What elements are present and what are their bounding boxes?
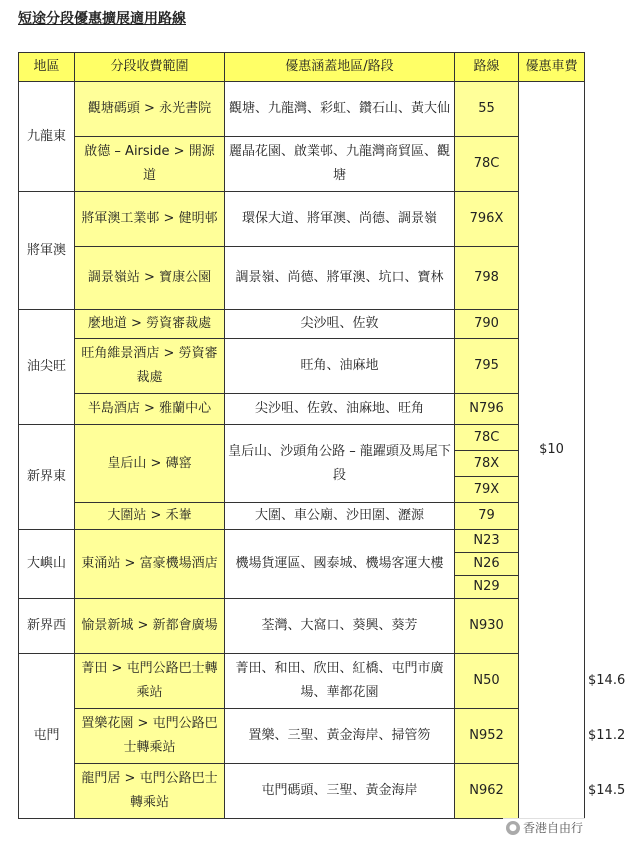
route-cell: N26 bbox=[455, 553, 519, 576]
coverage-cell: 觀塘、九龍灣、彩虹、鑽石山、黃大仙 bbox=[225, 82, 455, 137]
route-cell: 55 bbox=[455, 82, 519, 137]
range-cell: 皇后山 > 磚窰 bbox=[75, 425, 225, 503]
coverage-cell: 荃灣、大窩口、葵興、葵芳 bbox=[225, 599, 455, 654]
table-row bbox=[19, 425, 585, 451]
route-cell: N23 bbox=[455, 530, 519, 553]
table-row bbox=[19, 339, 585, 394]
region-cell: 新界西 bbox=[19, 599, 75, 654]
range-cell: 愉景新城 > 新都會廣場 bbox=[75, 599, 225, 654]
route-cell: N952 bbox=[455, 709, 519, 764]
route-cell: N50 bbox=[455, 654, 519, 709]
range-cell: 置樂花園 > 屯門公路巴士轉乘站 bbox=[75, 709, 225, 764]
route-cell: 78C bbox=[455, 425, 519, 451]
coverage-cell: 菁田、和田、欣田、紅橋、屯門市廣場、華都花園 bbox=[225, 654, 455, 709]
header-range: 分段收費範圍 bbox=[75, 53, 225, 82]
route-cell: 796X bbox=[455, 192, 519, 247]
range-cell: 麼地道 > 勞資審裁處 bbox=[75, 310, 225, 339]
header-fare: 優惠車費 bbox=[519, 53, 585, 82]
route-cell: N930 bbox=[455, 599, 519, 654]
header-region: 地區 bbox=[19, 53, 75, 82]
route-table bbox=[18, 52, 625, 819]
table-row bbox=[19, 137, 585, 192]
watermark-text: 香港自由行 bbox=[522, 821, 583, 835]
range-cell: 半島酒店 > 雅蘭中心 bbox=[75, 394, 225, 425]
table-row bbox=[19, 530, 585, 553]
page-title: 短途分段優惠擴展適用路線 bbox=[18, 11, 186, 27]
route-cell: 795 bbox=[455, 339, 519, 394]
wechat-icon: ● bbox=[506, 821, 520, 835]
table-row bbox=[19, 599, 585, 654]
table-row bbox=[19, 82, 585, 137]
coverage-cell: 置樂、三聖、黃金海岸、掃管笏 bbox=[225, 709, 455, 764]
range-cell: 調景嶺站 > 寶康公園 bbox=[75, 247, 225, 310]
coverage-cell: 皇后山、沙頭角公路 – 龍躍頭及馬尾下段 bbox=[225, 425, 455, 503]
range-cell: 菁田 > 屯門公路巴士轉乘站 bbox=[75, 654, 225, 709]
shared-fare-cell: $10 bbox=[519, 82, 585, 819]
table-header-row bbox=[19, 53, 585, 82]
coverage-cell: 環保大道、將軍澳、尚德、調景嶺 bbox=[225, 192, 455, 247]
region-cell: 九龍東 bbox=[19, 82, 75, 192]
range-cell: 東涌站 > 富豪機場酒店 bbox=[75, 530, 225, 599]
route-cell: N796 bbox=[455, 394, 519, 425]
region-cell: 將軍澳 bbox=[19, 192, 75, 310]
region-cell: 大嶼山 bbox=[19, 530, 75, 599]
watermark bbox=[503, 818, 586, 837]
range-cell: 龍門居 > 屯門公路巴士轉乘站 bbox=[75, 764, 225, 819]
range-cell: 大圍站 > 禾輋 bbox=[75, 503, 225, 530]
coverage-cell: 尖沙咀、佐敦、油麻地、旺角 bbox=[225, 394, 455, 425]
range-cell: 觀塘碼頭 > 永光書院 bbox=[75, 82, 225, 137]
coverage-cell: 旺角、油麻地 bbox=[225, 339, 455, 394]
route-cell: 78C bbox=[455, 137, 519, 192]
region-cell: 屯門 bbox=[19, 654, 75, 819]
coverage-cell: 屯門碼頭、三聖、黃金海岸 bbox=[225, 764, 455, 819]
table-row: 置樂花園 > 屯門公路巴士轉乘站 置樂、三聖、黃金海岸、掃管笏 N952 $11.2 bbox=[19, 709, 585, 764]
coverage-cell: 麗晶花園、啟業邨、九龍灣商貿區、觀塘 bbox=[225, 137, 455, 192]
route-cell: 79 bbox=[455, 503, 519, 530]
table-row: 龍門居 > 屯門公路巴士轉乘站 屯門碼頭、三聖、黃金海岸 N962 $14.5 bbox=[19, 764, 585, 819]
header-route: 路線 bbox=[455, 53, 519, 82]
table-row bbox=[19, 394, 585, 425]
range-cell: 旺角維景酒店 > 勞資審裁處 bbox=[75, 339, 225, 394]
route-cell: N29 bbox=[455, 576, 519, 599]
coverage-cell: 調景嶺、尚德、將軍澳、坑口、寶林 bbox=[225, 247, 455, 310]
range-cell: 將軍澳工業邨 > 健明邨 bbox=[75, 192, 225, 247]
route-cell: 790 bbox=[455, 310, 519, 339]
region-cell: 新界東 bbox=[19, 425, 75, 530]
route-cell: 79X bbox=[455, 477, 519, 503]
table-row bbox=[19, 310, 585, 339]
coverage-cell: 大圍、車公廟、沙田圍、瀝源 bbox=[225, 503, 455, 530]
table-row bbox=[19, 192, 585, 247]
route-cell: N962 bbox=[455, 764, 519, 819]
range-cell: 啟德 – Airside > 開源道 bbox=[75, 137, 225, 192]
table-row bbox=[19, 503, 585, 530]
coverage-cell: 尖沙咀、佐敦 bbox=[225, 310, 455, 339]
region-cell: 油尖旺 bbox=[19, 310, 75, 425]
table-row bbox=[19, 247, 585, 310]
coverage-cell: 機場貨運區、國泰城、機場客運大樓 bbox=[225, 530, 455, 599]
table-row: 屯門 菁田 > 屯門公路巴士轉乘站 菁田、和田、欣田、紅橋、屯門市廣場、華都花園 N50 $14.6 bbox=[19, 654, 585, 709]
route-cell: 78X bbox=[455, 451, 519, 477]
header-coverage: 優惠涵蓋地區/路段 bbox=[225, 53, 455, 82]
route-cell: 798 bbox=[455, 247, 519, 310]
